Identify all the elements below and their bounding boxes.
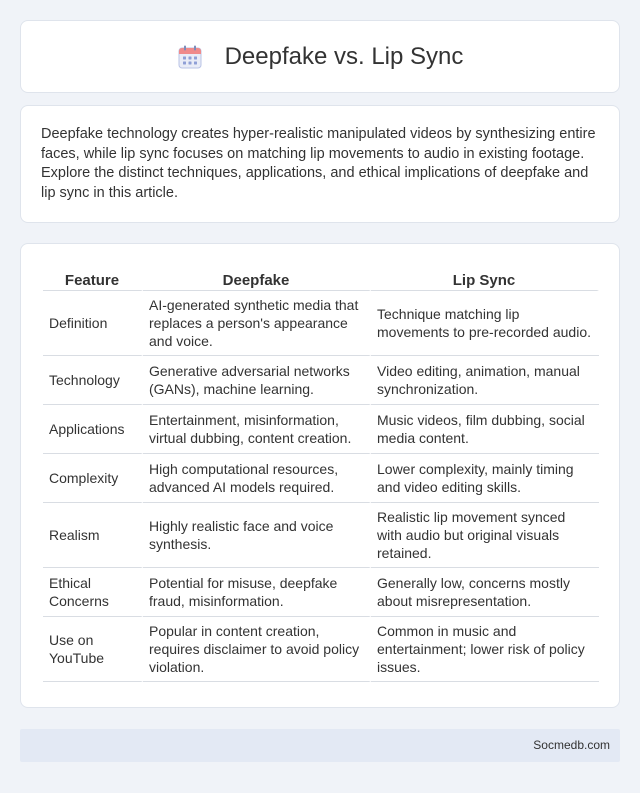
feature-cell: Definition (43, 291, 143, 356)
deepfake-cell: High computational resources, advanced AI models required. (143, 454, 371, 503)
feature-cell: Complexity (43, 454, 143, 503)
feature-cell: Realism (43, 503, 143, 568)
footer-site-name: Socmedb.com (533, 738, 610, 752)
title-card (20, 20, 620, 93)
lip-sync-cell: Realistic lip movement synced with audio but original visuals retained. (371, 503, 599, 568)
feature-cell: Use on YouTube (43, 617, 143, 682)
header-deepfake: Deepfake (143, 264, 371, 291)
intro-text: Deepfake technology creates hyper-realistic manipulated videos by synthesizing entire faces, while lip sync focuses on matching lip movements to audio in existing footage. Explore the distinct techniques, applications, and ethical implications of deepfake and lip sync in this article. (41, 126, 596, 201)
deepfake-cell: Potential for misuse, deepfake fraud, misinformation. (143, 568, 371, 617)
table-row (43, 454, 599, 503)
calendar-icon (177, 44, 203, 70)
intro-card (20, 105, 620, 223)
lip-sync-cell: Common in music and entertainment; lower risk of policy issues. (371, 617, 599, 682)
table-header-row (43, 264, 599, 291)
lip-sync-cell: Music videos, film dubbing, social media content. (371, 405, 599, 454)
deepfake-cell: Entertainment, misinformation, virtual dubbing, content creation. (143, 405, 371, 454)
page-title: Deepfake vs. Lip Sync (224, 42, 464, 70)
lip-sync-cell: Video editing, animation, manual synchronization. (371, 356, 599, 405)
deepfake-cell: AI-generated synthetic media that replaces a person's appearance and voice. (143, 291, 371, 356)
lip-sync-cell: Technique matching lip movements to pre-recorded audio. (371, 291, 599, 356)
deepfake-cell: Popular in content creation, requires disclaimer to avoid policy violation. (143, 617, 371, 682)
deepfake-cell: Generative adversarial networks (GANs), machine learning. (143, 356, 371, 405)
deepfake-cell: Highly realistic face and voice synthesis. (143, 503, 371, 568)
table-row (43, 356, 599, 405)
header-feature: Feature (43, 264, 143, 291)
header-lip-sync: Lip Sync (371, 264, 599, 291)
table-row (43, 291, 599, 356)
lip-sync-cell: Lower complexity, mainly timing and video editing skills. (371, 454, 599, 503)
lip-sync-cell: Generally low, concerns mostly about misrepresentation. (371, 568, 599, 617)
feature-cell: Ethical Concerns (43, 568, 143, 617)
table-row (43, 405, 599, 454)
feature-cell: Technology (43, 356, 143, 405)
table-row (43, 503, 599, 568)
footer (20, 729, 620, 762)
table-card (20, 243, 620, 708)
comparison-table (43, 264, 599, 682)
table-row (43, 568, 599, 617)
table-row (43, 617, 599, 682)
feature-cell: Applications (43, 405, 143, 454)
